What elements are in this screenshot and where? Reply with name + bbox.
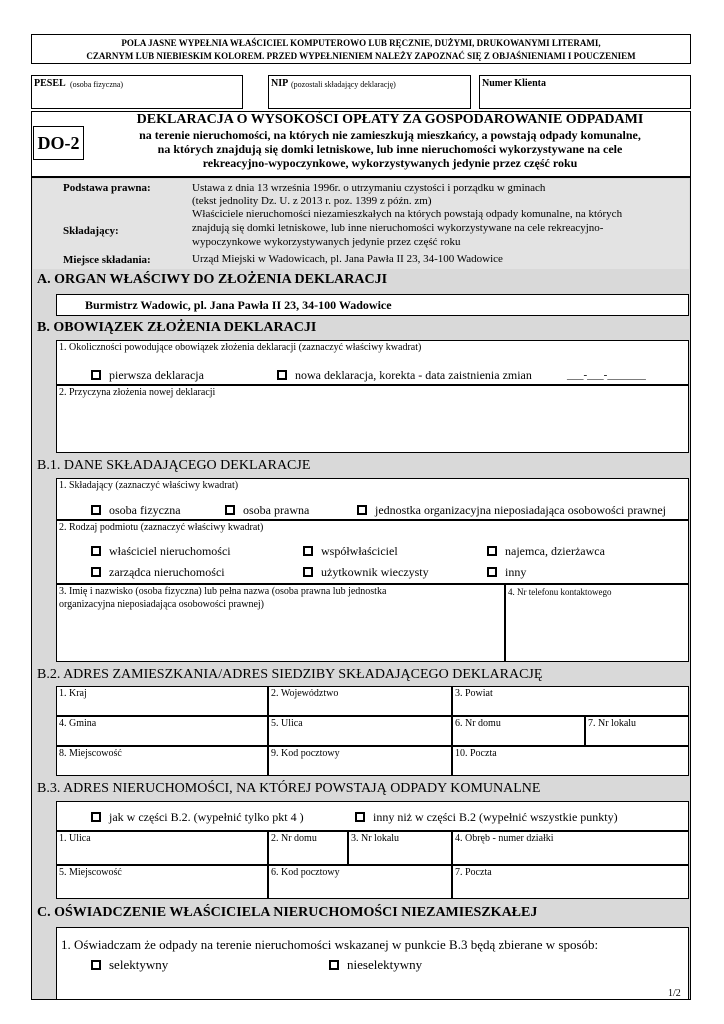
b3-city-field[interactable]: [56, 865, 268, 899]
person-option[interactable]: [91, 503, 181, 517]
b3-city-label: 5. Miejscowość: [59, 867, 122, 878]
new-declaration-option[interactable]: [277, 368, 532, 382]
selective-label: selektywny: [109, 957, 169, 972]
first-declaration-label: pierwsza deklaracja: [109, 368, 204, 382]
form-code: DO-2: [33, 126, 84, 160]
coowner-checkbox[interactable]: [303, 546, 313, 556]
person-label: osoba fizyczna: [109, 503, 181, 517]
b3-street-label: 1. Ulica: [59, 833, 91, 844]
section-b3-title: B.3. ADRES NIERUCHOMOŚCI, NA KTÓREJ POWSTAJĄ ODPADY KOMUNALNE: [37, 781, 541, 796]
submitter-line1: Właściciele nieruchomości niezamieszkałych na których powstają odpady komunalne, na których: [192, 208, 623, 220]
other-address-option[interactable]: [355, 810, 618, 824]
legal-entity-option[interactable]: [225, 503, 309, 517]
section-b1-q2: [56, 520, 689, 584]
nonselective-label: nieselektywny: [347, 957, 423, 972]
owner-checkbox[interactable]: [91, 546, 101, 556]
b2-city-field[interactable]: [56, 746, 268, 776]
first-declaration-option[interactable]: [91, 368, 204, 382]
section-c-title: C. OŚWIADCZENIE WŁAŚCICIELA NIERUCHOMOŚCI NIEZAMIESZKAŁEJ: [37, 905, 538, 920]
org-unit-checkbox[interactable]: [357, 505, 367, 515]
b2-street-field[interactable]: [268, 716, 452, 746]
org-unit-option[interactable]: [357, 503, 666, 517]
section-b1-q1-label: 1. Składający (zaznaczyć właściwy kwadrat): [59, 480, 239, 491]
statement-text: 1. Oświadczam że odpady na terenie nieruchomości wskazanej w punkcie B.3 będą zbierane w sposób:: [61, 937, 599, 952]
b3-house-number-field[interactable]: [268, 831, 348, 865]
section-a-title: A. ORGAN WŁAŚCIWY DO ZŁOŻENIA DEKLARACJI: [37, 272, 388, 287]
title-line4: rekreacyjno-wypoczynkowe, wykorzystywanych jedynie przez część roku: [202, 156, 578, 170]
nip-note: (pozostali składający deklarację): [291, 80, 396, 89]
b3-flat-number-field[interactable]: [348, 831, 452, 865]
tenant-option[interactable]: [487, 544, 605, 558]
b3-precinct-label: 4. Obręb - numer działki: [455, 833, 554, 844]
person-checkbox[interactable]: [91, 505, 101, 515]
new-declaration-label: nowa deklaracja, korekta - data zaistnienia zmian: [295, 368, 532, 382]
title: [90, 112, 690, 170]
section-b1-title: B.1. DANE SKŁADAJĄCEGO DEKLARACJE: [37, 458, 311, 473]
pesel-note: (osoba fizyczna): [70, 80, 124, 89]
client-number-label: Numer Klienta: [482, 78, 546, 89]
organ-value: Burmistrz Wadowic, pl. Jana Pawła II 23, 34-100 Wadowice: [85, 298, 392, 312]
same-address-label: jak w części B.2. (wypełnić tylko pkt 4 ): [109, 810, 304, 824]
b2-commune-label: 4. Gmina: [59, 718, 97, 729]
b2-country-label: 1. Kraj: [59, 688, 87, 699]
legal-entity-checkbox[interactable]: [225, 505, 235, 515]
b2-voivodeship-field[interactable]: [268, 686, 452, 716]
pesel-label: PESEL: [34, 78, 66, 89]
section-b-q2[interactable]: [56, 385, 689, 453]
coowner-option[interactable]: [303, 544, 398, 558]
b2-flat-number-label: 7. Nr lokalu: [588, 718, 637, 729]
basis-label: Podstawa prawna:: [63, 182, 151, 194]
same-address-checkbox[interactable]: [91, 812, 101, 822]
b3-flat-number-label: 3. Nr lokalu: [351, 833, 400, 844]
first-declaration-checkbox[interactable]: [91, 370, 101, 380]
b3-post-office-label: 7. Poczta: [455, 867, 492, 878]
nip-field[interactable]: [268, 75, 471, 109]
b2-flat-number-field[interactable]: [585, 716, 689, 746]
b3-street-field[interactable]: [56, 831, 268, 865]
b2-country-field[interactable]: [56, 686, 268, 716]
b3-options: [56, 801, 689, 831]
b3-postal-code-label: 6. Kod pocztowy: [271, 867, 340, 878]
basis-line2: (tekst jednolity Dz. U. z 2013 r. poz. 1399 z późn. zm): [192, 195, 432, 207]
top-notice-line2: CZARNYM LUB NIEBIESKIM KOLOREM. PRZED WYPEŁNIENIEM NALEŻY ZAPOZNAĆ SIĘ Z OBJAŚNIENIAMI I POUCZENIEM: [86, 51, 636, 61]
name-label-line1: 3. Imię i nazwisko (osoba fizyczna) lub pełna nazwa (osoba prawna lub jednostka: [59, 586, 387, 597]
b2-commune-field[interactable]: [56, 716, 268, 746]
other-entity-checkbox[interactable]: [487, 567, 497, 577]
client-number-field[interactable]: [479, 75, 691, 109]
other-address-label: inny niż w części B.2 (wypełnić wszystkie punkty): [373, 810, 618, 824]
b2-postal-code-field[interactable]: [268, 746, 452, 776]
title-line2: na terenie nieruchomości, na których nie zamieszkują mieszkańcy, a powstają odpady komunalne,: [139, 128, 641, 142]
title-line1: DEKLARACJA O WYSOKOŚCI OPŁATY ZA GOSPODAROWANIE ODPADAMI: [136, 112, 644, 127]
phone-label: 4. Nr telefonu kontaktowego: [508, 587, 612, 597]
manager-checkbox[interactable]: [91, 567, 101, 577]
b3-postal-code-field[interactable]: [268, 865, 452, 899]
tenant-label: najemca, dzierżawca: [505, 544, 605, 558]
nip-label: NIP: [271, 78, 289, 89]
b2-district-field[interactable]: [452, 686, 689, 716]
phone-field[interactable]: [505, 584, 689, 662]
b3-house-number-label: 2. Nr domu: [271, 833, 317, 844]
section-a-value: [56, 294, 689, 316]
top-notice: [31, 34, 691, 64]
b3-precinct-field[interactable]: [452, 831, 689, 865]
selective-option[interactable]: [91, 958, 168, 972]
submitter-label: Składający:: [63, 225, 119, 237]
submitter-line2: znajdują się domki letniskowe, lub inne nieruchomości wykorzystywane na cele rekreacyjno-: [192, 222, 604, 234]
top-notice-line1: POLA JASNE WYPEŁNIA WŁAŚCICIEL KOMPUTEROWO LUB RĘCZNIE, DUŻYMI, DRUKOWANYMI LITERAMI,: [121, 38, 601, 48]
same-address-option[interactable]: [91, 810, 304, 824]
nonselective-checkbox[interactable]: [329, 960, 339, 970]
section-b-q1: [56, 340, 689, 385]
perpetual-user-checkbox[interactable]: [303, 567, 313, 577]
other-entity-option[interactable]: [487, 565, 526, 579]
change-date-field[interactable]: ___-___-_______: [567, 369, 646, 381]
basis-line1: Ustawa z dnia 13 września 1996r. o utrzymaniu czystości i porządku w gminach: [192, 182, 546, 194]
coowner-label: współwłaściciel: [321, 544, 398, 558]
place-label: Miejsce składania:: [63, 254, 151, 266]
owner-option[interactable]: [91, 544, 231, 558]
b2-post-office-field[interactable]: [452, 746, 689, 776]
manager-label: zarządca nieruchomości: [109, 565, 225, 579]
other-address-checkbox[interactable]: [355, 812, 365, 822]
section-b-q2-label: 2. Przyczyna złożenia nowej deklaracji: [59, 387, 216, 398]
section-b1-q1: [56, 478, 689, 520]
place-value: Urząd Miejski w Wadowicach, pl. Jana Pawła II 23, 34-100 Wadowice: [192, 253, 503, 265]
other-entity-label: inny: [505, 565, 527, 579]
perpetual-user-label: użytkownik wieczysty: [321, 565, 429, 579]
info-block: [33, 179, 689, 269]
name-label-line2: organizacyjna nieposiadająca osobowości prawnej): [59, 599, 265, 610]
owner-label: właściciel nieruchomości: [109, 544, 231, 558]
b2-city-label: 8. Miejscowość: [59, 748, 122, 759]
section-b-q1-label: 1. Okoliczności powodujące obowiązek złożenia deklaracji (zaznaczyć właściwy kwadrat): [59, 342, 422, 353]
submitter-line3: wypoczynkowe wykorzystywanych jedynie przez część roku: [192, 236, 461, 248]
section-b2-title: B.2. ADRES ZAMIESZKANIA/ADRES SIEDZIBY SKŁADAJĄCEGO DEKLARACJĘ: [37, 667, 543, 682]
manager-option[interactable]: [91, 565, 225, 579]
title-line3: na których znajdują się domki letniskowe, lub inne nieruchomości wykorzystywane na cele: [157, 142, 623, 156]
name-field[interactable]: [56, 584, 505, 662]
b2-street-label: 5. Ulica: [271, 718, 303, 729]
b2-post-office-label: 10. Poczta: [455, 748, 497, 759]
tenant-checkbox[interactable]: [487, 546, 497, 556]
page-number: 1/2: [668, 988, 681, 999]
section-b1-q2-label: 2. Rodzaj podmiotu (zaznaczyć właściwy kwadrat): [59, 522, 264, 533]
org-unit-label: jednostka organizacyjna nieposiadająca osobowości prawnej: [375, 503, 667, 517]
b2-voivodeship-label: 2. Województwo: [271, 688, 339, 699]
legal-entity-label: osoba prawna: [243, 503, 310, 517]
selective-checkbox[interactable]: [91, 960, 101, 970]
section-b-title: B. OBOWIĄZEK ZŁOŻENIA DEKLARACJI: [37, 320, 317, 335]
b2-postal-code-label: 9. Kod pocztowy: [271, 748, 340, 759]
perpetual-user-option[interactable]: [303, 565, 429, 579]
new-declaration-checkbox[interactable]: [277, 370, 287, 380]
b2-district-label: 3. Powiat: [455, 688, 493, 699]
nonselective-option[interactable]: [329, 958, 422, 972]
b2-house-number-field[interactable]: [452, 716, 585, 746]
pesel-field[interactable]: [31, 75, 243, 109]
b3-post-office-field[interactable]: [452, 865, 689, 899]
b2-house-number-label: 6. Nr domu: [455, 718, 501, 729]
section-c-body: [56, 927, 689, 1000]
